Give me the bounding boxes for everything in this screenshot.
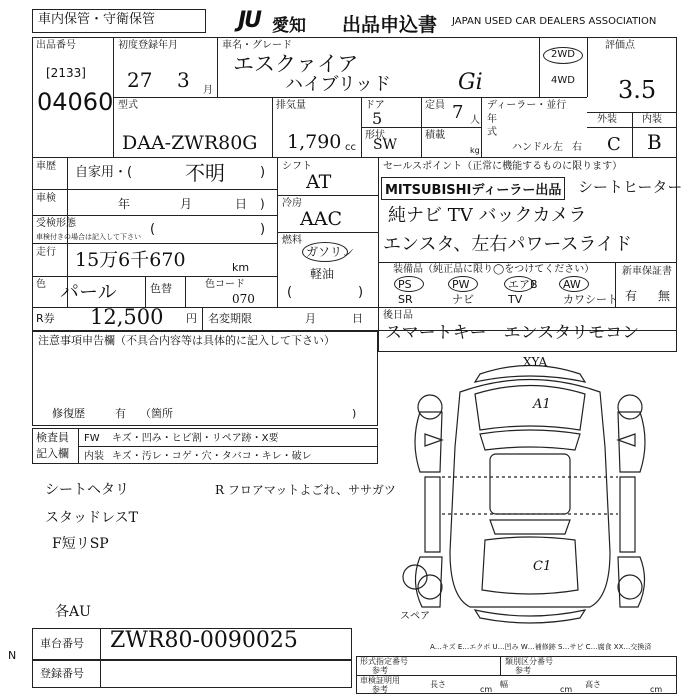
color-code-label: 色コード [205,279,245,290]
diagram-top-mark: XYA [523,355,548,369]
association-name: JAPAN USED CAR DEALERS ASSOCIATION [452,16,657,27]
car-grade: Gi [458,70,483,95]
shift-label: シフト [282,161,312,172]
inspection-close: ) [260,197,265,211]
exterior-grade: C [607,134,621,155]
equipment-label: 装備品（純正品に限り◯をつけてください） [393,264,595,275]
color-code: 070 [232,292,255,306]
repair-label: 修復歴 [52,407,85,420]
equipment-item-2: PW [452,278,470,291]
car-name-line2: ハイブリッド [285,74,392,95]
ruibetsu-label: 類別区分番号 [505,657,553,666]
shomei-ref: 参考 [372,685,388,694]
equipment-circle-4 [559,276,589,292]
capacity-unit: 人 [470,115,480,126]
doors-label: ドア [365,100,385,111]
load-unit: kg [470,146,480,155]
length-label: 長さ [430,680,446,689]
fw-items: キズ・凹み・ヒビ割・リペア跡・X要 [112,433,279,444]
model-value: DAA-ZWR80G [122,132,258,154]
inspection-day: 日 [235,197,248,211]
color-label: 色 [36,279,46,290]
drive-2wd: 2WD [551,49,575,60]
drive-4wd: 4WD [551,75,575,86]
reception-note: 車検付きの場合は記入して下さい [36,233,141,241]
ac-value: AAC [300,208,342,230]
dealer-year1: 年 [487,114,497,125]
name-change-day: 日 [352,312,363,325]
shomei-label: 車検証明用 [360,676,400,685]
displacement-value: 1,790 [287,131,342,153]
interior-grade: B [647,130,662,154]
repair-close: ) [352,407,357,420]
exterior-label: 外装 [597,114,617,125]
handle-label: ハンドル [512,142,552,153]
fuel-label: 燃料 [282,235,302,246]
ju-logo: JU [238,8,261,33]
handwritten-note-1: シートヘタリ [45,482,129,498]
width-unit: cm [560,685,573,694]
inspector-label1: 検査員 [36,431,69,444]
equipment-circle-3 [504,276,534,292]
fuel-selected-circle [302,242,348,262]
fuel-open: ( [287,285,293,300]
color-value: パール [60,281,117,303]
registration-label: 初度登録年月 [118,40,178,51]
mileage-label: 走行 [36,247,56,258]
recycle-label: R券 [36,312,55,325]
interior-label: 内装 [642,114,662,125]
org-name: 愛知 [272,16,306,36]
height-unit: cm [650,685,663,694]
aftermarket-box [378,307,677,352]
history-close: ) [260,165,266,180]
diagram-a1: A1 [533,397,551,412]
history-label: 車歴 [36,161,56,172]
car-damage-diagram [380,352,680,642]
lot-number: 04060 [37,88,114,116]
displacement-unit: cc [345,142,356,153]
shift-value: AT [306,171,332,193]
lot-small-number: [2133] [46,66,86,80]
warranty-no: 無 [658,289,671,303]
fw-label: FW [84,433,100,444]
in-label: 内装 [84,451,104,462]
handwritten-note-2: R フロアマットよごれ、ササガツ [215,483,396,497]
doors-value: 5 [372,109,383,128]
repair-where: （箇所 [140,407,173,420]
car-name-line1: エスクァイア [233,52,359,76]
warranty-yes: 有 [625,289,638,303]
displacement-label: 排気量 [276,100,306,111]
damage-legend: A…キズ E…エクボ U…凹み W…補修跡 S…サビ C…腐食 XX…交換済 [430,643,652,651]
fuel-gasoline: ガソリン [306,245,355,259]
form-title: 出品申込書 [342,14,438,36]
katashiki-ref: 参考 [372,666,388,675]
sales-item2: 純ナビ TV バックカメラ [388,205,587,226]
sales-item1: シートヒーター [578,178,683,196]
sales-label: セールスポイント（正常に機能するものに限ります） [383,161,623,172]
sales-brand: MITSUBISHIディーラー出品 [381,177,565,200]
color-change-label: 色替 [150,282,172,295]
registration-month-unit: 月 [203,85,213,96]
recycle-value: 12,500 [90,305,164,329]
notes-label: 注意事項申告欄（不具合内容等は具体的に記入して下さい） [38,334,335,347]
height-label: 高さ [585,680,601,689]
name-change-label: 名変期限 [208,312,252,325]
chassis-number: ZWR80-0090025 [110,628,298,653]
inspection-month: 月 [180,197,193,211]
name-change-month: 月 [305,312,316,325]
storage-note: 車内保管・守衛保管 [32,9,206,33]
score-label: 評価点 [605,40,635,51]
equipment-item-8: カワシート [563,293,618,306]
capacity-value: 7 [452,102,464,123]
reception-open: ( [150,222,156,237]
shape-value: SW [373,137,397,153]
repair-yes: 有 [115,407,126,420]
ruibetsu-ref: 参考 [515,666,531,675]
equipment-circle-1 [394,276,424,292]
reception-label: 受検形態 [36,218,76,229]
score-value: 3.5 [618,76,657,104]
fuel-close: ) [358,285,364,300]
handwritten-note-5: 各AU [55,604,91,620]
registration-year: 27 [127,68,153,92]
mileage-value: 15万6千670 [75,249,186,271]
handwritten-note-4: F短リSP [52,536,109,552]
handle-right: 右 [572,142,582,153]
load-label: 積載 [425,130,445,141]
in-items: キズ・汚レ・コゲ・穴・タバコ・キレ・破レ [112,451,312,462]
diagram-c1: C1 [533,559,552,574]
recycle-unit: 円 [186,312,197,325]
spare-label: スペア [400,611,430,622]
width-label: 幅 [500,680,508,689]
inspection-year: 年 [118,197,131,211]
history-value: 不明 [185,161,225,185]
capacity-label: 定員 [425,100,445,111]
model-label: 型式 [118,100,138,111]
warranty-label: 新車保証書 [622,266,672,277]
katashiki-label: 形式指定番号 [360,657,408,666]
equipment-circle-2 [448,276,478,292]
ac-label: 冷房 [282,198,302,209]
equipment-item-3: エアB [508,278,538,291]
reception-close: ) [260,222,266,237]
equipment-item-4: AW [563,278,581,291]
inspector-label2: 記入欄 [36,447,69,460]
shape-label: 形状 [365,130,385,141]
equipment-item-5: SR [398,293,413,306]
aftermarket-value: スマートキー エンスタリモコン [385,323,640,343]
aftermarket-label: 後日品 [383,310,413,321]
registration-month: 3 [177,68,190,92]
history-use: 自家用・( [75,165,133,180]
chassis-label: 車台番号 [40,637,84,650]
dealer-label: ディーラー・並行 [487,100,567,111]
handwritten-note-3: スタッドレスT [45,510,138,526]
fuel-diesel: 軽油 [310,267,335,281]
sales-item3: エンスタ、左右パワースライド [383,234,632,255]
equipment-item-7: TV [508,293,523,306]
lot-label: 出品番号 [36,40,76,51]
reg-label: 登録番号 [40,667,84,680]
equipment-item-6: ナビ [452,293,474,306]
handle-left: 左 [553,142,563,153]
equipment-item-1: PS [398,278,412,291]
inspection-label: 車検 [36,193,56,204]
mileage-unit: km [232,261,250,274]
dealer-year2: 式 [487,127,497,138]
car-name-label: 車名・グレード [222,40,292,51]
margin-mark: N [8,649,17,662]
length-unit: cm [480,685,493,694]
